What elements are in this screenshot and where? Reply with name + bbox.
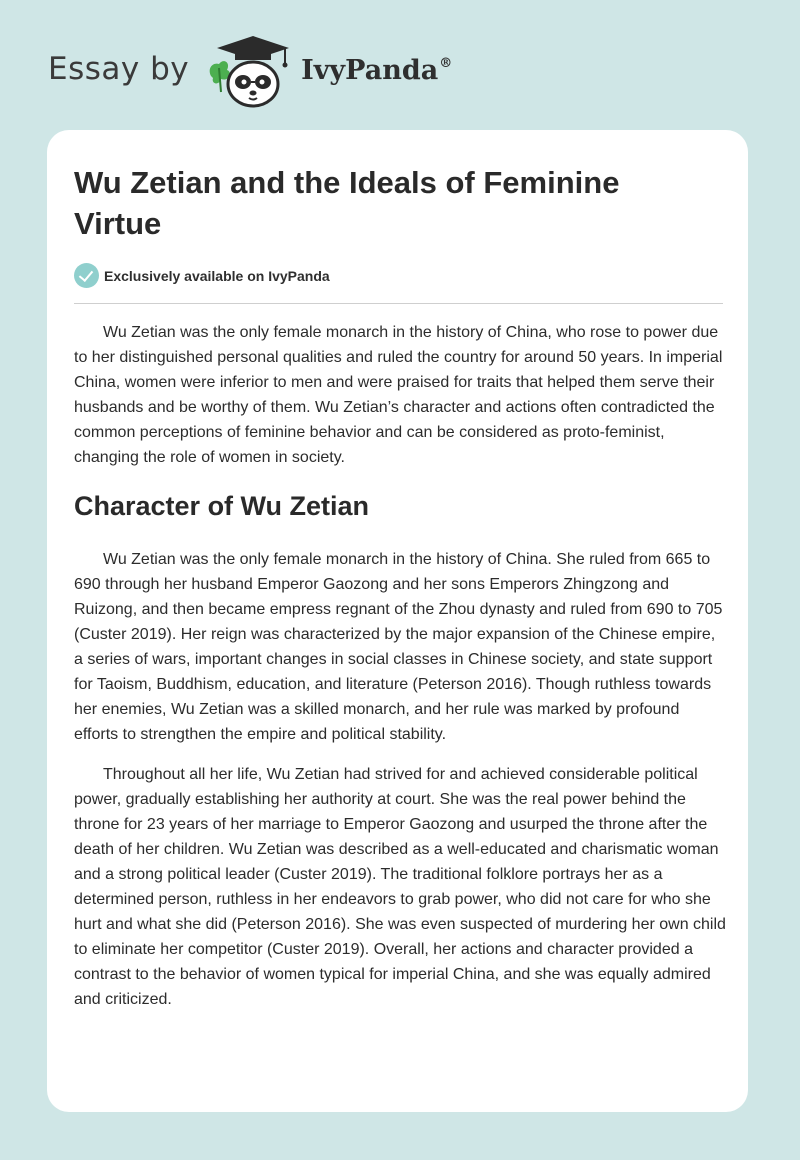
check-circle-icon (74, 263, 99, 288)
essay-card (47, 130, 748, 1112)
brand-name: IvyPanda® (301, 54, 453, 86)
exclusive-badge (74, 263, 330, 288)
badge-text: Exclusively available on IvyPanda (104, 267, 330, 284)
intro-paragraph: Wu Zetian was the only female monarch in the history of China, who rose to power due to her distinguished personal qualities and ruled the country for around 50 years. In imperial China, women were inferior to men and were praised for traits that helped them serve their husbands and be worthy of them. Wu Zetian’s character and actions often contradicted the common perceptions of feminine behavior and can be considered as proto-feminist, changing the role of women in society. (74, 324, 723, 466)
brand-header[interactable] (48, 32, 452, 112)
brand-prefix: Essay by (48, 51, 190, 87)
body-paragraph: Throughout all her life, Wu Zetian had strived for and achieved considerable political power, gradually establishing her authority at court. She was the real power behind the throne for 23 years of her marriage to Emperor Gaozong and usurped the throne after the death of her children. Wu Zetian was described as a well-educated and charismatic woman and a strong political leader (Custer 2019). The traditional folklore portrays her as a determined person, ruthless in her endeavors to grab power, who did not care for who she hurt and what she did (Peterson 2016). She was even suspected of murdering her own child to eliminate her competitor (Custer 2019). Overall, her actions and character provided a contrast to the behavior of women typical for imperial China, and she was equally admired and criticized. (74, 766, 726, 1008)
divider (74, 303, 723, 304)
essay-title: Wu Zetian and the Ideals of Feminine Virtue (74, 165, 620, 241)
registered-mark: ® (439, 55, 453, 71)
panda-graduate-icon (205, 32, 297, 112)
section-heading: Character of Wu Zetian (74, 491, 370, 521)
body-paragraph: Wu Zetian was the only female monarch in the history of China. She ruled from 665 to 690 through her husband Emperor Gaozong and her sons Emperors Zhingzong and Ruizong, and then became empress regnant of the Zhou dynasty and ruled from 690 to 705 (Custer 2019). Her reign was characterized by the major expansion of the Chinese empire, a series of wars, important changes in social classes in Chinese society, and state support for Taoism, Buddhism, education, and literature (Peterson 2016). Though ruthless towards her enemies, Wu Zetian was a skilled monarch, and her rule was marked by profound efforts to strengthen the empire and political stability. (74, 551, 723, 743)
